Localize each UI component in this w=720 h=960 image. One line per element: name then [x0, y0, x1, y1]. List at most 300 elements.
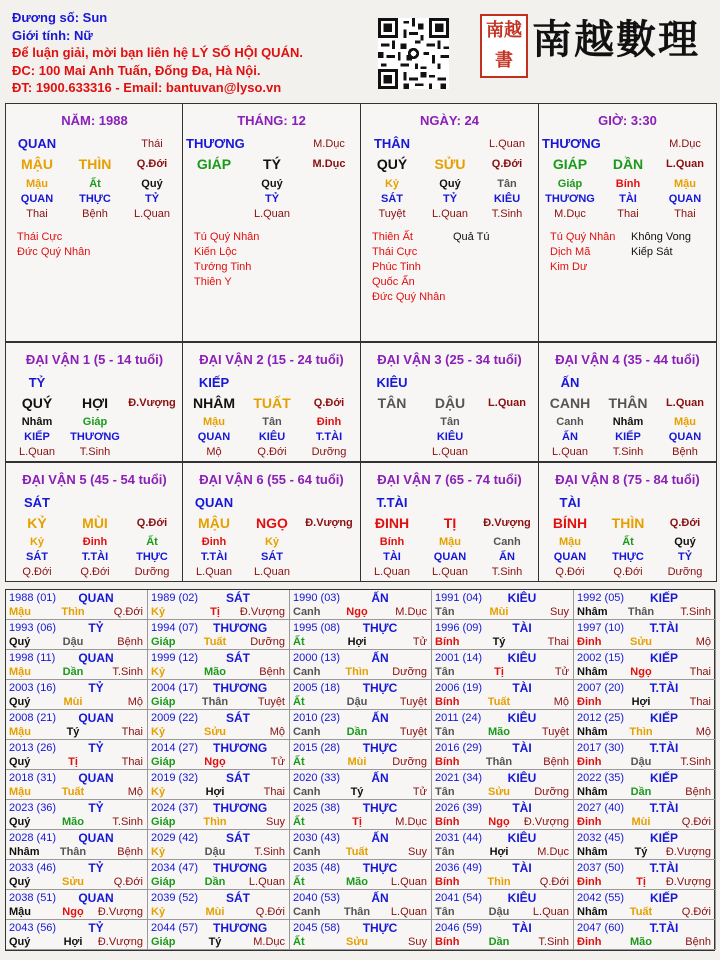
year-label: 2024 (37) [151, 802, 199, 814]
year-can: Ất [293, 696, 305, 708]
year-label: 2030 (43) [293, 832, 341, 844]
year-chi: Sửu [203, 726, 227, 738]
dai-van-hidden-star: TÀI [383, 551, 401, 563]
year-star: ẤN [371, 651, 389, 665]
year-stage: Tuyệt [399, 726, 427, 738]
dai-van-hidden: Giáp [82, 416, 108, 428]
year-star: QUAN [78, 831, 114, 845]
year-star: ẤN [371, 591, 389, 605]
year-can: Tân [435, 786, 455, 798]
year-stage: Mộ [127, 696, 143, 708]
year-label: 2015 (28) [293, 742, 341, 754]
pillar-top-cell: Thái [141, 138, 163, 150]
pillar-stars-secondary [453, 230, 490, 245]
pillar-stars [550, 230, 615, 275]
year-label: 2028 (41) [9, 832, 57, 844]
dai-van-2 [182, 342, 361, 462]
year-star: SÁT [226, 831, 250, 845]
year-cell [6, 650, 148, 680]
year-stage: Đ.Vượng [97, 906, 143, 918]
phone-email[interactable]: ĐT: 1900.633316 - Email: bantuvan@lyso.vn [12, 80, 282, 96]
year-chi: Ngọ [204, 756, 226, 768]
year-can: Kỷ [151, 606, 166, 618]
dai-van-top-star: TÀI [559, 495, 581, 510]
year-stage: Mộ [127, 786, 143, 798]
year-label: 2031 (44) [435, 832, 483, 844]
year-label: 2006 (19) [435, 682, 483, 694]
year-can: Canh [293, 606, 321, 618]
year-label: 2020 (33) [293, 772, 341, 784]
year-chi: Sửu [345, 936, 369, 948]
pillar-hstar-cell: KIÊU [493, 193, 521, 205]
year-chi: Dần [630, 786, 652, 798]
year-star: KIÊU [507, 711, 537, 725]
dai-van-can: TÂN [377, 395, 407, 411]
year-can: Mậu [9, 606, 31, 618]
dai-van-hidden: Mậu [439, 536, 461, 548]
pillar-hstage-cell: L.Quan [133, 208, 171, 220]
year-star: THỰC [362, 921, 398, 935]
year-chi: Hợi [631, 696, 651, 708]
year-label: 2039 (52) [151, 892, 199, 904]
dai-van-hidden-stage: Mộ [206, 446, 222, 458]
year-stage: L.Quan [390, 906, 427, 918]
year-can: Giáp [151, 756, 176, 768]
pillar-stars [194, 230, 259, 290]
year-chi: Dần [346, 726, 368, 738]
year-stage: Suy [550, 606, 569, 618]
dai-van-stage: L.Quan [666, 397, 704, 409]
pillar-can-cell: GIÁP [552, 156, 588, 172]
year-stage: Đ.Vượng [239, 606, 285, 618]
year-can: Tân [435, 846, 455, 858]
dai-van-hidden-stage: T.Sinh [612, 446, 644, 458]
dai-van-hidden-star: THƯƠNG [70, 431, 120, 443]
dai-van-hidden-stage: L.Quan [431, 446, 469, 458]
year-chi: Tý [208, 936, 222, 948]
dai-van-can: KỶ [27, 515, 47, 531]
pillar-top-cell: QUAN [17, 136, 57, 151]
year-star: SÁT [226, 891, 250, 905]
year-star: THƯƠNG [213, 741, 268, 755]
pillar-top-cell: THƯƠNG [542, 136, 601, 151]
year-cell [148, 800, 290, 830]
year-chi: Thìn [61, 606, 85, 618]
pillar-4 [538, 103, 717, 342]
pillar-title: GIỜ: 3:30 [598, 113, 657, 128]
year-can: Đinh [577, 936, 602, 948]
dai-van-hidden-stage: Q.Đới [80, 566, 110, 578]
year-chi: Tị [352, 816, 362, 828]
dai-van-hidden-star: QUAN [668, 431, 702, 443]
year-stage: Dưỡng [392, 756, 427, 768]
year-star: QUAN [78, 651, 114, 665]
dai-van-chi: HỢI [82, 395, 108, 411]
year-chi: Mão [62, 816, 84, 828]
dai-van-title: ĐẠI VẬN 6 (55 - 64 tuổi) [199, 472, 344, 487]
year-star: T.TÀI [649, 921, 679, 935]
pillar-hstar-cell: QUAN [20, 193, 54, 205]
star-label: Thiên Y [194, 276, 232, 288]
star-label: Kiếp Sát [631, 246, 673, 258]
year-stage: Đ.Vượng [665, 876, 711, 888]
year-chi: Mão [488, 726, 510, 738]
year-cell [148, 920, 290, 950]
year-stage: Mộ [269, 726, 285, 738]
year-stage: Q.Đới [539, 876, 569, 888]
year-label: 2011 (24) [435, 712, 482, 724]
year-can: Bính [435, 816, 460, 828]
dai-van-top-star: TỶ [28, 375, 46, 390]
dai-van-stage: Q.Đới [136, 517, 168, 529]
dai-van-stage: Q.Đới [669, 517, 701, 529]
year-cell [148, 860, 290, 890]
year-star: T.TÀI [649, 681, 679, 695]
dai-van-hidden-star: KIÊU [436, 431, 464, 443]
star-label: Tú Quý Nhân [550, 231, 616, 243]
year-chi: Mão [630, 936, 652, 948]
dai-van-hidden: Đinh [82, 536, 108, 548]
dai-van-hidden-star: T.TÀI [200, 551, 228, 563]
year-star: T.TÀI [649, 741, 679, 755]
star-label: Không Vong [631, 231, 691, 243]
year-cell [574, 680, 716, 710]
year-star: ẤN [371, 771, 389, 785]
dai-van-hidden: Đinh [201, 536, 227, 548]
dai-van-hidden: Tân [262, 416, 282, 428]
pillar-stars [372, 230, 445, 305]
year-cell [148, 770, 290, 800]
year-can: Kỷ [151, 726, 166, 738]
dai-van-stage: Đ.Vượng [305, 517, 353, 529]
year-cell [432, 710, 574, 740]
pillar-hstage-cell: T.Sinh [491, 208, 523, 220]
year-can: Kỷ [151, 786, 166, 798]
dai-van-stage: L.Quan [488, 397, 526, 409]
year-star: TÀI [512, 801, 532, 815]
year-cell [432, 650, 574, 680]
year-label: 2016 (29) [435, 742, 483, 754]
pillar-hidden-cell: Quý [141, 178, 163, 190]
year-chi: Thìn [203, 816, 227, 828]
year-can: Ất [293, 756, 305, 768]
year-chi: Thân [59, 846, 87, 858]
pillar-title: NGÀY: 24 [420, 113, 479, 128]
year-can: Canh [293, 726, 321, 738]
year-cell [290, 680, 432, 710]
year-label: 1989 (02) [151, 592, 199, 604]
year-can: Đinh [577, 756, 602, 768]
year-star: KIẾP [649, 711, 678, 725]
year-stage: Dưỡng [250, 636, 285, 648]
pillar-stars-secondary [631, 230, 691, 260]
pillar-can-cell: THÌN [78, 156, 112, 172]
year-stage: Bệnh [685, 936, 711, 948]
year-label: 2025 (38) [293, 802, 341, 814]
dai-van-hidden-star: KIẾP [615, 431, 641, 443]
dai-van-stage: Đ.Vượng [128, 397, 176, 409]
year-star: SÁT [226, 651, 250, 665]
year-chi: Tị [636, 876, 646, 888]
pillar-stars [17, 230, 90, 260]
dai-van-hidden-star: T.TÀI [81, 551, 109, 563]
pillar-top-cell: THƯƠNG [186, 136, 245, 151]
year-can: Nhâm [577, 846, 608, 858]
star-label: Đức Quý Nhân [372, 291, 446, 303]
pillar-hidden-cell: Giáp [557, 178, 583, 190]
dai-van-chi: THÌN [611, 515, 645, 531]
year-chi: Tuất [61, 786, 85, 798]
year-stage: L.Quan [532, 906, 569, 918]
year-cell [6, 830, 148, 860]
year-stage: Suy [408, 936, 427, 948]
year-can: Quý [9, 696, 31, 708]
year-cell [574, 890, 716, 920]
year-star: TỶ [88, 801, 104, 815]
year-label: 2026 (39) [435, 802, 483, 814]
year-cell [290, 800, 432, 830]
year-cell [6, 920, 148, 950]
year-label: 1993 (06) [9, 622, 57, 634]
star-label: Thái Cực [17, 231, 63, 243]
year-label: 2010 (23) [293, 712, 341, 724]
pillar-hstage-cell: Bệnh [82, 208, 108, 220]
year-chi: Mùi [631, 816, 651, 828]
pillar-can-cell: TÝ [263, 156, 281, 172]
year-chi: Tuất [345, 846, 369, 858]
year-star: THỰC [362, 801, 398, 815]
year-star: TÀI [512, 921, 532, 935]
dai-van-hidden-stage: T.Sinh [79, 446, 111, 458]
dai-van-top-star: QUAN [194, 495, 234, 510]
year-star: ẤN [371, 831, 389, 845]
gender: Giới tính: Nữ [12, 27, 93, 43]
year-can: Giáp [151, 696, 176, 708]
dai-van-hidden-star: QUAN [197, 431, 231, 443]
year-label: 2043 (56) [9, 922, 57, 934]
dai-van-hidden-stage: L.Quan [195, 566, 233, 578]
year-label: 2042 (55) [577, 892, 625, 904]
year-stage: L.Quan [248, 876, 285, 888]
dai-van-hidden-stage: L.Quan [18, 446, 56, 458]
pillar-hidden-cell: Ất [89, 178, 101, 190]
year-cell [432, 920, 574, 950]
year-star: T.TÀI [649, 861, 679, 875]
year-star: TÀI [512, 861, 532, 875]
year-chi: Tý [66, 726, 80, 738]
qr-code-icon[interactable] [378, 18, 449, 89]
year-label: 1999 (12) [151, 652, 199, 664]
year-chi: Dần [204, 876, 226, 888]
year-label: 2047 (60) [577, 922, 625, 934]
year-can: Bính [435, 756, 460, 768]
year-stage: T.Sinh [680, 756, 711, 768]
year-stage: Mộ [553, 696, 569, 708]
year-label: 2005 (18) [293, 682, 341, 694]
year-cell [6, 890, 148, 920]
dai-van-hidden-stage: Bệnh [672, 446, 698, 458]
year-star: KIÊU [507, 651, 537, 665]
dai-van-chi: DẬU [434, 395, 466, 411]
pillar-hstar-cell: TỶ [442, 193, 458, 205]
year-star: THƯƠNG [213, 681, 268, 695]
pillar-can-cell: GIÁP [196, 156, 232, 172]
pillar-can-cell: Q.Đới [136, 158, 168, 170]
year-cell [148, 710, 290, 740]
year-cell [290, 620, 432, 650]
pillar-hidden-cell: Mậu [674, 178, 696, 190]
year-chi: Ngọ [488, 816, 510, 828]
pillar-top-cell: THÂN [373, 136, 411, 151]
year-can: Ất [293, 876, 305, 888]
year-star: KIÊU [507, 831, 537, 845]
pillar-2 [182, 103, 361, 342]
year-star: THƯƠNG [213, 861, 268, 875]
year-can: Ất [293, 636, 305, 648]
year-chi: Mùi [347, 756, 367, 768]
pillar-hstage-cell: Thai [26, 208, 48, 220]
year-chi: Ngọ [62, 906, 84, 918]
year-star: TÀI [512, 741, 532, 755]
year-label: 2004 (17) [151, 682, 199, 694]
year-stage: Bệnh [543, 756, 569, 768]
year-stage: L.Quan [390, 876, 427, 888]
year-star: KIÊU [507, 591, 537, 605]
dai-van-hidden-star: THỰC [612, 551, 644, 563]
year-stage: Tuyệt [257, 696, 285, 708]
year-chi: Tuất [487, 696, 511, 708]
year-can: Canh [293, 786, 321, 798]
dai-van-hidden: Mậu [203, 416, 225, 428]
year-cell [6, 710, 148, 740]
year-label: 2021 (34) [435, 772, 483, 784]
dai-van-hidden: Ất [146, 536, 158, 548]
year-stage: Q.Đới [681, 906, 711, 918]
year-can: Kỷ [151, 846, 166, 858]
dai-van-hidden-stage: L.Quan [431, 566, 469, 578]
year-cell [6, 590, 148, 620]
dai-van-title: ĐẠI VẬN 4 (35 - 44 tuổi) [555, 352, 700, 367]
pillar-can-cell: QUÝ [376, 156, 408, 172]
star-label: Thái Cực [372, 246, 418, 258]
brand-logo: 南越數理 [532, 16, 700, 63]
dai-van-hidden-stage: L.Quan [253, 566, 291, 578]
year-chi: Tuất [629, 906, 653, 918]
year-can: Đinh [577, 876, 602, 888]
year-star: T.TÀI [649, 621, 679, 635]
dai-van-can: CANH [549, 395, 591, 411]
year-can: Mậu [9, 906, 31, 918]
year-can: Ất [293, 816, 305, 828]
year-cell [574, 860, 716, 890]
year-label: 2012 (25) [577, 712, 625, 724]
year-star: TỶ [88, 741, 104, 755]
dai-van-chi: TỊ [443, 515, 457, 531]
dai-van-hidden: Nhâm [21, 416, 53, 428]
year-star: KIẾP [649, 591, 678, 605]
year-label: 2027 (40) [577, 802, 625, 814]
year-label: 1996 (09) [435, 622, 483, 634]
year-stage: Thai [121, 726, 143, 738]
year-label: 2032 (45) [577, 832, 625, 844]
year-stage: Suy [408, 846, 427, 858]
year-cell [290, 830, 432, 860]
year-chi: Tý [350, 786, 364, 798]
year-star: ẤN [371, 711, 389, 725]
year-chi: Tý [634, 846, 648, 858]
year-stage: Thai [263, 786, 285, 798]
dai-van-hidden-stage: Q.Đới [257, 446, 287, 458]
year-chi: Dậu [346, 696, 368, 708]
pillar-top-cell: L.Quan [488, 138, 526, 150]
year-label: 2001 (14) [435, 652, 483, 664]
dai-van-chi: NGỌ [256, 515, 288, 531]
year-chi: Tị [494, 666, 504, 678]
year-star: TỶ [88, 681, 104, 695]
year-label: 2041 (54) [435, 892, 483, 904]
year-star: KIẾP [649, 831, 678, 845]
year-cell [148, 890, 290, 920]
year-label: 2009 (22) [151, 712, 199, 724]
pillar-hstar-cell: THƯƠNG [545, 193, 595, 205]
year-cell [432, 680, 574, 710]
year-cell [574, 710, 716, 740]
year-cell [432, 830, 574, 860]
year-star: TÀI [512, 681, 532, 695]
year-cell [290, 740, 432, 770]
year-label: 1994 (07) [151, 622, 199, 634]
year-star: TỶ [88, 621, 104, 635]
year-can: Quý [9, 936, 31, 948]
year-can: Bính [435, 696, 460, 708]
year-star: TỶ [88, 921, 104, 935]
pillar-hstar-cell: TÀI [619, 193, 637, 205]
year-chi: Tuất [203, 636, 227, 648]
pillar-hidden-cell: Quý [261, 178, 283, 190]
year-stage: M.Dục [253, 936, 285, 948]
year-cell [574, 830, 716, 860]
year-stage: M.Dục [395, 816, 427, 828]
year-can: Giáp [151, 636, 176, 648]
year-stage: Suy [266, 816, 285, 828]
dai-van-hidden-star: ẤN [562, 431, 578, 443]
year-can: Đinh [577, 816, 602, 828]
year-chi: Thìn [629, 726, 653, 738]
year-cell [574, 800, 716, 830]
year-label: 2019 (32) [151, 772, 199, 784]
year-label: 1990 (03) [293, 592, 341, 604]
dai-van-hidden: Đinh [316, 416, 342, 428]
year-stage: Thai [689, 666, 711, 678]
year-can: Nhâm [577, 666, 608, 678]
year-cell [6, 620, 148, 650]
year-star: KIẾP [649, 771, 678, 785]
dai-van-chi: THÂN [608, 395, 648, 411]
year-stage: Đ.Vượng [523, 816, 569, 828]
year-cell [6, 770, 148, 800]
year-cell [574, 590, 716, 620]
dai-van-can: ĐINH [374, 515, 410, 531]
dai-van-top-star: KIÊU [376, 375, 408, 390]
dai-van-title: ĐẠI VẬN 8 (75 - 84 tuổi) [555, 472, 700, 487]
year-cell [290, 650, 432, 680]
dai-van-can: NHÂM [193, 395, 235, 411]
dai-van-hidden-stage: Dưỡng [134, 566, 170, 578]
dai-van-title: ĐẠI VẬN 1 (5 - 14 tuổi) [25, 352, 164, 367]
year-cell [290, 770, 432, 800]
year-stage: T.Sinh [680, 606, 711, 618]
year-cell [574, 620, 716, 650]
